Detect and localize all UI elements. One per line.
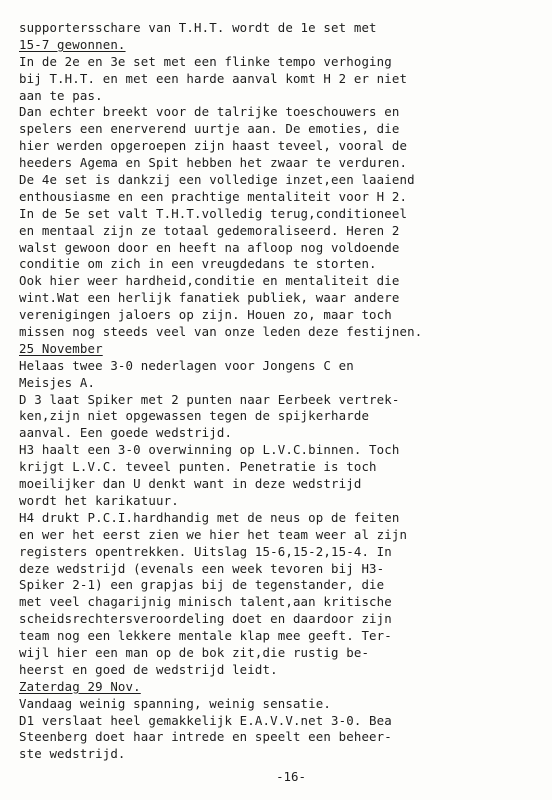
text-line: heeders Agema en Spit hebben het zwaar te verduren. [19,155,408,171]
text-line: H3 haalt een 3-0 overwinning op L.V.C.binnen. Toch [19,442,400,458]
text-line: hier werden opgeroepen zijn haast teveel, vooral de [19,138,408,154]
text-line: en mentaal zijn ze totaal gedemoraliseerd. Heren 2 [19,222,400,238]
text-line: enthousiasme en een prachtige mentaliteit voor H 2. [19,188,408,204]
text-line: registers opentrekken. Uitslag 15-6,15-2,15-4. In [19,543,392,559]
text-line: Helaas twee 3-0 nederlagen voor Jongens C en [19,357,354,373]
text-line: Vandaag weinig spanning, weinig sensatie. [19,695,332,711]
text-line: conditie om zich in een vreugdedans te storten. [19,256,377,272]
text-line: walst gewoon door en heeft na afloop nog voldoende [19,239,400,255]
text-line: aan te pas. [19,87,103,103]
section-heading: Zaterdag 29 Nov. [19,678,141,694]
text-line: supportersschare van T.H.T. wordt de 1e set met [19,20,377,35]
body-text [19,20,539,763]
text-line: bij T.H.T. en met een harde aanval komt H 2 er niet [19,70,408,86]
page-number: -16- [276,769,306,784]
text-line: Steenberg doet haar intrede en speelt een beheer- [19,729,392,745]
text-line: D 3 laat Spiker met 2 punten naar Eerbeek vertrek- [19,391,400,407]
page-footer [0,769,552,784]
text-line: H4 drukt P.C.I.hardhandig met de neus op de feiten [19,509,400,525]
text-line: en wer het eerst zien we hier het team weer al zijn [19,526,408,542]
text-line: scheidsrechtersveroordeling doet en daardoor zijn [19,611,392,627]
text-line: moeilijker dan U denkt want in deze wedstrijd [19,476,362,492]
text-line: wordt het karikatuur. [19,492,179,508]
section-heading: 25 November [19,340,103,356]
text-line: aanval. Een goede wedstrijd. [19,425,233,441]
text-line: verenigingen jaloers op zijn. Houen zo, maar toch [19,307,392,323]
text-line: ste wedstrijd. [19,746,126,762]
text-line: 15-7 gewonnen. [19,36,126,52]
text-line: spelers een enerverend uurtje aan. De emoties, die [19,121,400,137]
text-line: ken,zijn niet opgewassen tegen de spijkerharde [19,408,370,424]
text-line: wijl hier een man op de bok zit,die rustig be- [19,644,370,660]
text-line: missen nog steeds veel van onze leden deze festijnen. [19,324,423,340]
text-line: D1 verslaat heel gemakkelijk E.A.V.V.net 3-0. Bea [19,712,392,728]
text-line: met veel chagarijnig minisch talent,aan kritische [19,594,392,610]
text-line: heerst en goed de wedstrijd leidt. [19,661,278,677]
text-line: wint.Wat een herlijk fanatiek publiek, waar andere [19,290,400,306]
text-line: In de 5e set valt T.H.T.volledig terug,conditioneel [19,205,408,221]
text-line: Meisjes A. [19,374,96,390]
text-line: Spiker 2-1) een grapjas bij de tegenstander, die [19,577,385,593]
text-line: De 4e set is dankzij een volledige inzet,een laaiend [19,172,415,188]
text-line: team nog een lekkere mentale klap mee geeft. Ter- [19,628,392,644]
text-line: Dan echter breekt voor de talrijke toeschouwers en [19,104,400,120]
text-line: Ook hier weer hardheid,conditie en mentaliteit die [19,273,400,289]
text-line: krijgt L.V.C. teveel punten. Penetratie is toch [19,459,377,475]
text-line: deze wedstrijd (evenals een week tevoren bij H3- [19,560,385,576]
text-line: In de 2e en 3e set met een flinke tempo verhoging [19,53,392,69]
